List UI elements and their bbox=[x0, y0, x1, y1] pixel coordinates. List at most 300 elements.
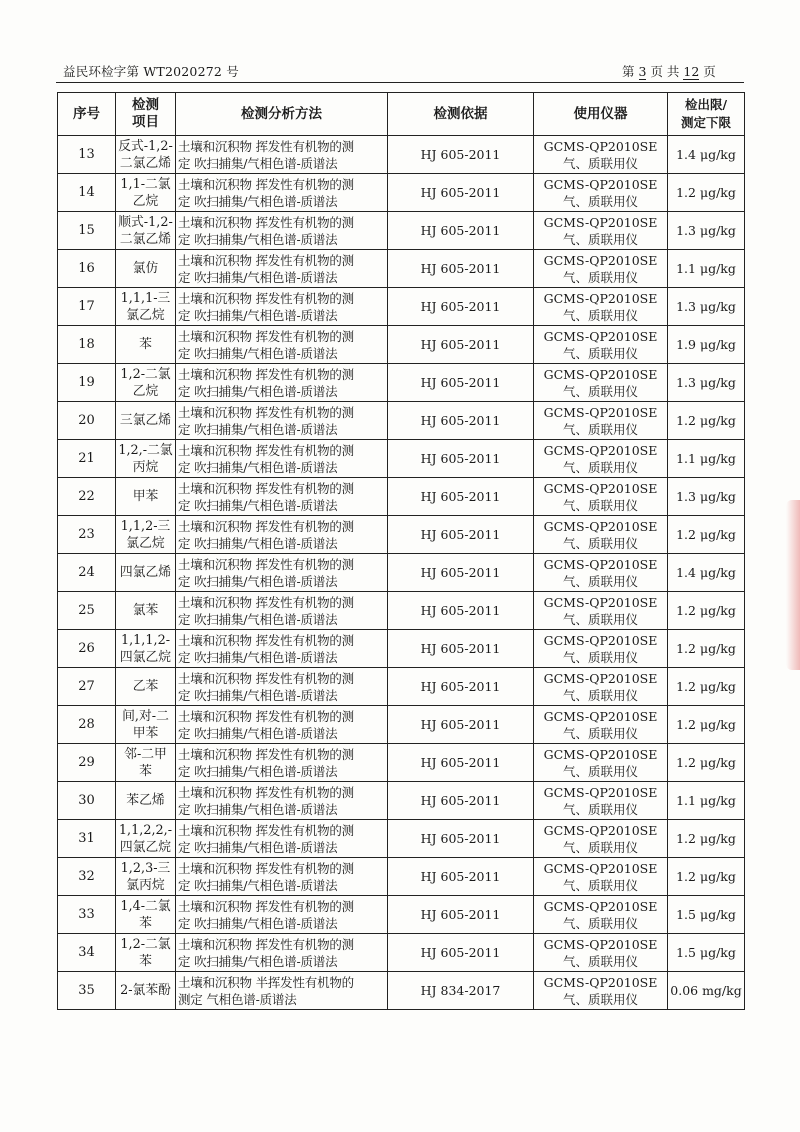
cell-item bbox=[116, 212, 176, 250]
cell-seq bbox=[58, 402, 116, 440]
cell-seq bbox=[58, 440, 116, 478]
cell-limit bbox=[668, 478, 745, 516]
item-line1: 四氯乙烯 bbox=[119, 565, 172, 580]
instrument-line1: GCMS-QP2010SE bbox=[543, 936, 658, 952]
table-row bbox=[58, 364, 745, 402]
seq-text: 20 bbox=[78, 413, 95, 428]
method-line1: 土壤和沉积物 挥发性有机物的测 bbox=[178, 480, 354, 496]
table-row bbox=[58, 402, 745, 440]
instrument-line1: GCMS-QP2010SE bbox=[543, 822, 658, 838]
item-line1: 1,1,2-三 bbox=[120, 518, 171, 534]
cell-method bbox=[176, 516, 388, 554]
table-row bbox=[58, 744, 745, 782]
limit-text: 1.2 μg/kg bbox=[676, 527, 736, 542]
cell-basis bbox=[388, 554, 534, 592]
item-line1: 三氯乙烯 bbox=[119, 413, 172, 428]
limit-text: 1.4 μg/kg bbox=[676, 147, 736, 162]
cell-instrument bbox=[534, 744, 668, 782]
item-line1: 1,1-二氯 bbox=[120, 176, 171, 192]
method-line2: 定 吹扫捕集/气相色谱-质谱法 bbox=[178, 801, 338, 817]
page-indicator bbox=[622, 62, 716, 80]
cell-basis bbox=[388, 630, 534, 668]
table-row bbox=[58, 896, 745, 934]
table-row bbox=[58, 440, 745, 478]
basis-text: HJ 605-2011 bbox=[420, 945, 501, 960]
cell-seq bbox=[58, 858, 116, 896]
limit-text: 1.1 μg/kg bbox=[676, 451, 736, 466]
seq-text: 24 bbox=[78, 565, 95, 580]
item-line2: 苯 bbox=[139, 915, 152, 931]
method-line1: 土壤和沉积物 挥发性有机物的测 bbox=[178, 442, 354, 458]
instrument-line1: GCMS-QP2010SE bbox=[543, 252, 658, 268]
cell-seq bbox=[58, 896, 116, 934]
cell-instrument bbox=[534, 326, 668, 364]
limit-text: 1.2 μg/kg bbox=[676, 717, 736, 732]
cell-seq bbox=[58, 820, 116, 858]
table-row bbox=[58, 934, 745, 972]
method-line1: 土壤和沉积物 挥发性有机物的测 bbox=[178, 252, 354, 268]
cell-item bbox=[116, 934, 176, 972]
item-line1: 1,2-二氯 bbox=[120, 366, 171, 382]
method-line1: 土壤和沉积物 挥发性有机物的测 bbox=[178, 290, 354, 306]
cell-limit bbox=[668, 858, 745, 896]
cell-basis bbox=[388, 896, 534, 934]
cell-basis bbox=[388, 744, 534, 782]
method-line1: 土壤和沉积物 挥发性有机物的测 bbox=[178, 822, 354, 838]
cell-basis bbox=[388, 364, 534, 402]
table-row bbox=[58, 972, 745, 1010]
item-line2: 乙烷 bbox=[132, 193, 159, 209]
cell-item bbox=[116, 972, 176, 1010]
cell-basis bbox=[388, 706, 534, 744]
item-line1: 顺式-1,2- bbox=[118, 214, 173, 230]
limit-text: 1.4 μg/kg bbox=[676, 565, 736, 580]
cell-seq bbox=[58, 250, 116, 288]
method-line2: 定 吹扫捕集/气相色谱-质谱法 bbox=[178, 839, 338, 855]
seq-text: 13 bbox=[78, 147, 95, 162]
table-header-row bbox=[58, 93, 745, 136]
cell-seq bbox=[58, 744, 116, 782]
method-line2: 定 吹扫捕集/气相色谱-质谱法 bbox=[178, 307, 338, 323]
cell-instrument bbox=[534, 516, 668, 554]
col-limit-line1: 检出限/ bbox=[684, 97, 728, 112]
instrument-line1: GCMS-QP2010SE bbox=[543, 442, 658, 458]
cell-method bbox=[176, 250, 388, 288]
method-line1: 土壤和沉积物 挥发性有机物的测 bbox=[178, 518, 354, 534]
cell-basis bbox=[388, 782, 534, 820]
cell-limit bbox=[668, 744, 745, 782]
instrument-line2: 气、质联用仪 bbox=[562, 459, 638, 475]
cell-basis bbox=[388, 972, 534, 1010]
method-line2: 定 吹扫捕集/气相色谱-质谱法 bbox=[178, 231, 338, 247]
cell-limit bbox=[668, 706, 745, 744]
basis-text: HJ 605-2011 bbox=[420, 337, 501, 352]
item-line1: 1,1,2,2,- bbox=[118, 822, 173, 838]
basis-text: HJ 605-2011 bbox=[420, 907, 501, 922]
item-line2: 氯乙烷 bbox=[126, 535, 165, 551]
method-line2: 测定 气相色谱-质谱法 bbox=[178, 991, 297, 1007]
instrument-line2: 气、质联用仪 bbox=[562, 991, 638, 1007]
method-line2: 定 吹扫捕集/气相色谱-质谱法 bbox=[178, 763, 338, 779]
item-line1: 1,2-二氯 bbox=[120, 936, 171, 952]
table-row bbox=[58, 326, 745, 364]
limit-text: 1.9 μg/kg bbox=[676, 337, 736, 352]
item-line1: 1,1,1,2- bbox=[120, 632, 171, 648]
cell-instrument bbox=[534, 212, 668, 250]
limit-text: 1.1 μg/kg bbox=[676, 793, 736, 808]
item-line1: 邻-二甲 bbox=[124, 746, 167, 762]
page-total: 12 bbox=[683, 64, 700, 79]
seq-text: 33 bbox=[78, 907, 95, 922]
cell-basis bbox=[388, 174, 534, 212]
cell-instrument bbox=[534, 250, 668, 288]
cell-item bbox=[116, 630, 176, 668]
item-line2: 氯乙烷 bbox=[126, 307, 165, 323]
item-line1: 1,2,3-三 bbox=[120, 860, 171, 876]
table-row bbox=[58, 554, 745, 592]
instrument-line2: 气、质联用仪 bbox=[562, 877, 638, 893]
table-body bbox=[58, 136, 745, 1010]
cell-instrument bbox=[534, 288, 668, 326]
item-line2: 甲苯 bbox=[132, 725, 159, 741]
cell-instrument bbox=[534, 896, 668, 934]
cell-seq bbox=[58, 136, 116, 174]
limit-text: 1.2 μg/kg bbox=[676, 755, 736, 770]
method-line1: 土壤和沉积物 半挥发性有机物的 bbox=[178, 974, 354, 990]
report-number: 益民环检字第 WT2020272 号 bbox=[63, 64, 239, 79]
table-row bbox=[58, 478, 745, 516]
cell-method bbox=[176, 554, 388, 592]
col-limit bbox=[668, 93, 745, 136]
cell-seq bbox=[58, 174, 116, 212]
cell-method bbox=[176, 212, 388, 250]
cell-limit bbox=[668, 136, 745, 174]
seq-text: 32 bbox=[78, 869, 95, 884]
limit-text: 1.2 μg/kg bbox=[676, 831, 736, 846]
header-rule bbox=[56, 82, 744, 83]
seq-text: 16 bbox=[78, 261, 95, 276]
cell-item bbox=[116, 288, 176, 326]
method-line1: 土壤和沉积物 挥发性有机物的测 bbox=[178, 670, 354, 686]
item-line2: 四氯乙烷 bbox=[119, 839, 172, 855]
cell-seq bbox=[58, 668, 116, 706]
instrument-line1: GCMS-QP2010SE bbox=[543, 556, 658, 572]
instrument-line1: GCMS-QP2010SE bbox=[543, 898, 658, 914]
page-prefix: 第 bbox=[622, 64, 635, 79]
basis-text: HJ 605-2011 bbox=[420, 527, 501, 542]
instrument-line2: 气、质联用仪 bbox=[562, 497, 638, 513]
instrument-line1: GCMS-QP2010SE bbox=[543, 480, 658, 496]
cell-method bbox=[176, 972, 388, 1010]
basis-text: HJ 605-2011 bbox=[420, 603, 501, 618]
item-line1: 苯 bbox=[139, 337, 152, 352]
col-seq: 序号 bbox=[58, 93, 116, 136]
cell-limit bbox=[668, 972, 745, 1010]
cell-method bbox=[176, 706, 388, 744]
method-line2: 定 吹扫捕集/气相色谱-质谱法 bbox=[178, 193, 338, 209]
method-line1: 土壤和沉积物 挥发性有机物的测 bbox=[178, 594, 354, 610]
cell-limit bbox=[668, 516, 745, 554]
method-line1: 土壤和沉积物 挥发性有机物的测 bbox=[178, 556, 354, 572]
cell-limit bbox=[668, 364, 745, 402]
item-line1: 2-氯苯酚 bbox=[120, 983, 171, 998]
cell-instrument bbox=[534, 820, 668, 858]
instrument-line2: 气、质联用仪 bbox=[562, 649, 638, 665]
cell-limit bbox=[668, 174, 745, 212]
col-basis: 检测依据 bbox=[388, 93, 534, 136]
table-row bbox=[58, 136, 745, 174]
method-line1: 土壤和沉积物 挥发性有机物的测 bbox=[178, 746, 354, 762]
table-row bbox=[58, 858, 745, 896]
cell-basis bbox=[388, 440, 534, 478]
seq-text: 15 bbox=[78, 223, 95, 238]
limit-text: 1.2 μg/kg bbox=[676, 603, 736, 618]
cell-instrument bbox=[534, 364, 668, 402]
seal-stamp-edge bbox=[786, 500, 800, 670]
col-instrument: 使用仪器 bbox=[534, 93, 668, 136]
item-line1: 氯仿 bbox=[132, 261, 159, 276]
cell-method bbox=[176, 934, 388, 972]
seq-text: 26 bbox=[78, 641, 95, 656]
method-line1: 土壤和沉积物 挥发性有机物的测 bbox=[178, 366, 354, 382]
seq-text: 22 bbox=[78, 489, 95, 504]
table-row bbox=[58, 820, 745, 858]
instrument-line2: 气、质联用仪 bbox=[562, 155, 638, 171]
method-line2: 定 吹扫捕集/气相色谱-质谱法 bbox=[178, 383, 338, 399]
cell-instrument bbox=[534, 592, 668, 630]
table-row bbox=[58, 668, 745, 706]
seq-text: 19 bbox=[78, 375, 95, 390]
col-method: 检测分析方法 bbox=[176, 93, 388, 136]
instrument-line1: GCMS-QP2010SE bbox=[543, 670, 658, 686]
method-line2: 定 吹扫捕集/气相色谱-质谱法 bbox=[178, 915, 338, 931]
cell-basis bbox=[388, 326, 534, 364]
instrument-line1: GCMS-QP2010SE bbox=[543, 404, 658, 420]
table-row bbox=[58, 250, 745, 288]
cell-seq bbox=[58, 592, 116, 630]
item-line2: 乙烷 bbox=[132, 383, 159, 399]
page-mid: 页 共 bbox=[650, 64, 680, 79]
cell-limit bbox=[668, 326, 745, 364]
instrument-line2: 气、质联用仪 bbox=[562, 193, 638, 209]
method-line1: 土壤和沉积物 挥发性有机物的测 bbox=[178, 784, 354, 800]
limit-text: 1.3 μg/kg bbox=[676, 299, 736, 314]
method-line1: 土壤和沉积物 挥发性有机物的测 bbox=[178, 176, 354, 192]
cell-basis bbox=[388, 136, 534, 174]
instrument-line2: 气、质联用仪 bbox=[562, 383, 638, 399]
page-suffix: 页 bbox=[703, 64, 716, 79]
cell-seq bbox=[58, 782, 116, 820]
cell-limit bbox=[668, 896, 745, 934]
cell-limit bbox=[668, 782, 745, 820]
cell-method bbox=[176, 478, 388, 516]
instrument-line2: 气、质联用仪 bbox=[562, 307, 638, 323]
cell-instrument bbox=[534, 402, 668, 440]
instrument-line1: GCMS-QP2010SE bbox=[543, 784, 658, 800]
item-line2: 苯 bbox=[139, 763, 152, 779]
basis-text: HJ 834-2017 bbox=[420, 983, 501, 998]
cell-method bbox=[176, 402, 388, 440]
limit-text: 1.3 μg/kg bbox=[676, 489, 736, 504]
limit-text: 1.2 μg/kg bbox=[676, 869, 736, 884]
limit-text: 1.2 μg/kg bbox=[676, 641, 736, 656]
detection-methods-table bbox=[57, 92, 745, 1010]
cell-seq bbox=[58, 934, 116, 972]
table-row bbox=[58, 516, 745, 554]
cell-item bbox=[116, 782, 176, 820]
cell-basis bbox=[388, 250, 534, 288]
method-line2: 定 吹扫捕集/气相色谱-质谱法 bbox=[178, 725, 338, 741]
basis-text: HJ 605-2011 bbox=[420, 451, 501, 466]
limit-text: 1.5 μg/kg bbox=[676, 945, 736, 960]
cell-instrument bbox=[534, 668, 668, 706]
limit-text: 1.2 μg/kg bbox=[676, 185, 736, 200]
cell-item bbox=[116, 820, 176, 858]
cell-instrument bbox=[534, 136, 668, 174]
basis-text: HJ 605-2011 bbox=[420, 717, 501, 732]
cell-method bbox=[176, 858, 388, 896]
basis-text: HJ 605-2011 bbox=[420, 375, 501, 390]
seq-text: 14 bbox=[78, 185, 95, 200]
cell-basis bbox=[388, 402, 534, 440]
cell-item bbox=[116, 440, 176, 478]
instrument-line1: GCMS-QP2010SE bbox=[543, 860, 658, 876]
cell-basis bbox=[388, 592, 534, 630]
method-line1: 土壤和沉积物 挥发性有机物的测 bbox=[178, 138, 354, 154]
col-item bbox=[116, 93, 176, 136]
instrument-line2: 气、质联用仪 bbox=[562, 725, 638, 741]
item-line1: 间,对-二 bbox=[122, 708, 169, 724]
cell-basis bbox=[388, 288, 534, 326]
cell-method bbox=[176, 744, 388, 782]
cell-item bbox=[116, 174, 176, 212]
seq-text: 23 bbox=[78, 527, 95, 542]
basis-text: HJ 605-2011 bbox=[420, 185, 501, 200]
instrument-line2: 气、质联用仪 bbox=[562, 953, 638, 969]
cell-item bbox=[116, 250, 176, 288]
item-line1: 1,4-二氯 bbox=[120, 898, 171, 914]
cell-limit bbox=[668, 554, 745, 592]
item-line1: 1,1,1-三 bbox=[120, 290, 171, 306]
cell-seq bbox=[58, 630, 116, 668]
basis-text: HJ 605-2011 bbox=[420, 299, 501, 314]
limit-text: 0.06 mg/kg bbox=[670, 983, 742, 998]
cell-instrument bbox=[534, 972, 668, 1010]
cell-basis bbox=[388, 820, 534, 858]
method-line2: 定 吹扫捕集/气相色谱-质谱法 bbox=[178, 459, 338, 475]
table-row bbox=[58, 706, 745, 744]
instrument-line1: GCMS-QP2010SE bbox=[543, 518, 658, 534]
limit-text: 1.2 μg/kg bbox=[676, 679, 736, 694]
instrument-line1: GCMS-QP2010SE bbox=[543, 328, 658, 344]
cell-method bbox=[176, 630, 388, 668]
cell-instrument bbox=[534, 706, 668, 744]
cell-basis bbox=[388, 212, 534, 250]
cell-seq bbox=[58, 478, 116, 516]
method-line2: 定 吹扫捕集/气相色谱-质谱法 bbox=[178, 611, 338, 627]
instrument-line2: 气、质联用仪 bbox=[562, 345, 638, 361]
item-line2: 氯丙烷 bbox=[126, 877, 165, 893]
cell-item bbox=[116, 478, 176, 516]
cell-limit bbox=[668, 288, 745, 326]
cell-seq bbox=[58, 554, 116, 592]
cell-method bbox=[176, 592, 388, 630]
cell-instrument bbox=[534, 174, 668, 212]
cell-basis bbox=[388, 478, 534, 516]
item-line1: 1,2,-二氯 bbox=[118, 442, 173, 458]
cell-instrument bbox=[534, 934, 668, 972]
cell-seq bbox=[58, 516, 116, 554]
item-line1: 反式-1,2- bbox=[118, 138, 173, 154]
cell-method bbox=[176, 136, 388, 174]
seq-text: 27 bbox=[78, 679, 95, 694]
basis-text: HJ 605-2011 bbox=[420, 413, 501, 428]
table-row bbox=[58, 174, 745, 212]
seq-text: 29 bbox=[78, 755, 95, 770]
cell-item bbox=[116, 668, 176, 706]
instrument-line2: 气、质联用仪 bbox=[562, 535, 638, 551]
method-line1: 土壤和沉积物 挥发性有机物的测 bbox=[178, 898, 354, 914]
item-line1: 苯乙烯 bbox=[126, 793, 165, 808]
seq-text: 34 bbox=[78, 945, 95, 960]
method-line1: 土壤和沉积物 挥发性有机物的测 bbox=[178, 328, 354, 344]
cell-limit bbox=[668, 440, 745, 478]
cell-method bbox=[176, 820, 388, 858]
cell-item bbox=[116, 136, 176, 174]
method-line2: 定 吹扫捕集/气相色谱-质谱法 bbox=[178, 687, 338, 703]
limit-text: 1.1 μg/kg bbox=[676, 261, 736, 276]
method-line2: 定 吹扫捕集/气相色谱-质谱法 bbox=[178, 269, 338, 285]
item-line1: 乙苯 bbox=[132, 679, 159, 694]
cell-seq bbox=[58, 288, 116, 326]
seq-text: 17 bbox=[78, 299, 95, 314]
basis-text: HJ 605-2011 bbox=[420, 869, 501, 884]
cell-item bbox=[116, 744, 176, 782]
cell-limit bbox=[668, 630, 745, 668]
seq-text: 31 bbox=[78, 831, 95, 846]
method-line2: 定 吹扫捕集/气相色谱-质谱法 bbox=[178, 497, 338, 513]
cell-instrument bbox=[534, 858, 668, 896]
cell-limit bbox=[668, 934, 745, 972]
item-line2: 苯 bbox=[139, 953, 152, 969]
instrument-line2: 气、质联用仪 bbox=[562, 763, 638, 779]
cell-instrument bbox=[534, 782, 668, 820]
basis-text: HJ 605-2011 bbox=[420, 147, 501, 162]
table-row bbox=[58, 782, 745, 820]
cell-method bbox=[176, 174, 388, 212]
col-item-line1: 检测 bbox=[132, 97, 159, 113]
instrument-line2: 气、质联用仪 bbox=[562, 611, 638, 627]
basis-text: HJ 605-2011 bbox=[420, 565, 501, 580]
basis-text: HJ 605-2011 bbox=[420, 261, 501, 276]
cell-item bbox=[116, 706, 176, 744]
cell-seq bbox=[58, 364, 116, 402]
instrument-line1: GCMS-QP2010SE bbox=[543, 290, 658, 306]
cell-instrument bbox=[534, 630, 668, 668]
instrument-line2: 气、质联用仪 bbox=[562, 231, 638, 247]
cell-basis bbox=[388, 934, 534, 972]
item-line1: 甲苯 bbox=[132, 489, 159, 504]
instrument-line2: 气、质联用仪 bbox=[562, 269, 638, 285]
cell-item bbox=[116, 364, 176, 402]
limit-text: 1.3 μg/kg bbox=[676, 223, 736, 238]
cell-item bbox=[116, 326, 176, 364]
instrument-line1: GCMS-QP2010SE bbox=[543, 708, 658, 724]
cell-limit bbox=[668, 668, 745, 706]
basis-text: HJ 605-2011 bbox=[420, 831, 501, 846]
method-line2: 定 吹扫捕集/气相色谱-质谱法 bbox=[178, 649, 338, 665]
page-current: 3 bbox=[638, 64, 647, 79]
